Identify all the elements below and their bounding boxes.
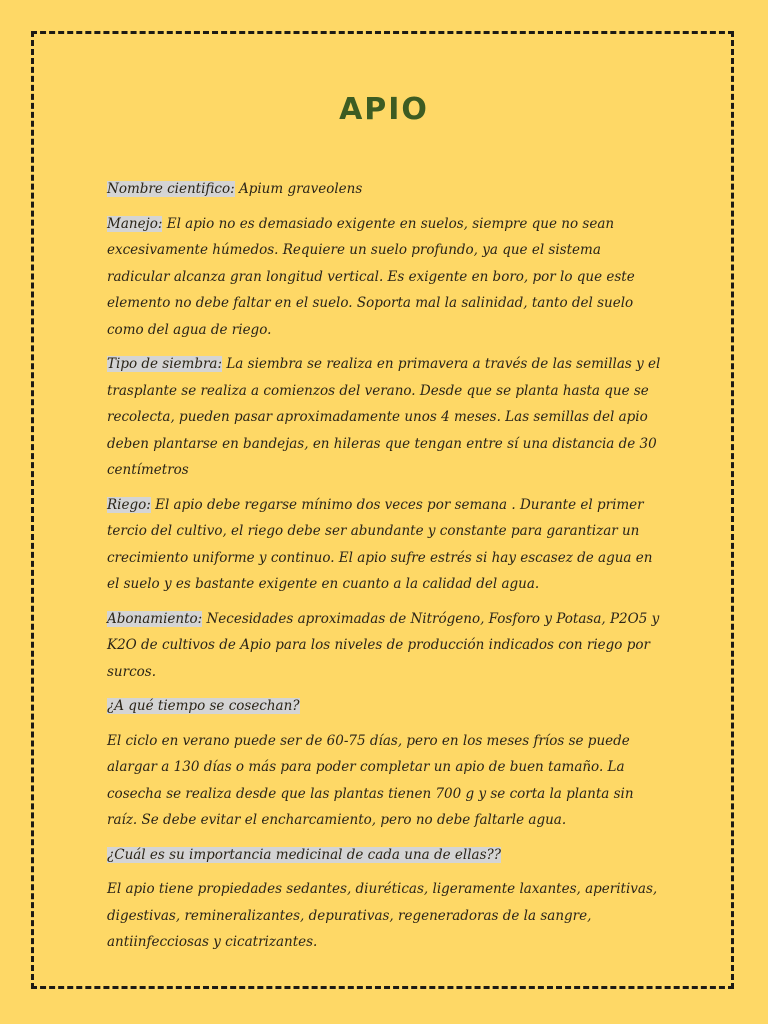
- text-manejo: El apio no es demasiado exigente en suelos, siempre que no sean excesivamente húmedos. Requiere un suelo profundo, ya que el sistema radicular alcanza gran longitud vertical. Es exigente en boro, por lo que este elemento no debe faltar en el suelo. Soporta mal la salinidad, tanto del suelo como del agua de riego.: [107, 215, 635, 338]
- text-scientific-name: Apium graveolens: [234, 181, 363, 197]
- document-body: [107, 176, 667, 964]
- page-title: APIO: [339, 92, 429, 127]
- question-medicinal-text: ¿Cuál es su importancia medicinal de cada una de ellas??: [107, 846, 501, 863]
- text-tipo-siembra: La siembra se realiza en primavera a través de las semillas y el trasplante se realiza a comienzos del verano. Desde que se planta hasta que se recolecta, pueden pasar aproximadamente unos 4 meses. Las semillas del apio deben plantarse en bandejas, en hileras que tengan entre sí una distancia de 30 centímetros: [107, 356, 661, 478]
- paragraph-riego: [107, 492, 667, 598]
- answer-medicinal: El apio tiene propiedades sedantes, diuréticas, ligeramente laxantes, aperitivas, digestivas, remineralizantes, depurativas, regeneradoras de la sangre, antiinfecciosas y cicatrizantes.: [107, 881, 658, 950]
- paragraph-scientific-name: [107, 176, 667, 203]
- question-medicinal: [107, 842, 667, 869]
- label-abonamiento: Abonamiento:: [107, 610, 203, 627]
- paragraph-tipo-siembra: [107, 351, 667, 484]
- label-riego: Riego:: [107, 496, 151, 513]
- question-cosecha: [107, 693, 667, 720]
- question-cosecha-text: ¿A qué tiempo se cosechan?: [107, 698, 300, 714]
- paragraph-manejo: [107, 211, 667, 344]
- label-tipo-siembra: Tipo de siembra:: [107, 356, 223, 372]
- text-riego: El apio debe regarse mínimo dos veces por semana . Durante el primer tercio del cultivo, el riego debe ser abundante y constante para garantizar un crecimiento uniforme y continuo. El apio sufre estrés si hay escasez de agua en el suelo y es bastante exigente en cuanto a la calidad del agua.: [107, 496, 653, 592]
- paragraph-abonamiento: [107, 606, 667, 686]
- text-abonamiento: Necesidades aproximadas de Nitrógeno, Fosforo y Potasa, P2O5 y K2O de cultivos de Apio para los niveles de producción indicados con riego por surcos.: [107, 610, 660, 680]
- label-manejo: Manejo:: [107, 215, 163, 232]
- answer-cosecha: El ciclo en verano puede ser de 60-75 días, pero en los meses fríos se puede alargar a 130 días o más para poder completar un apio de buen tamaño. La cosecha se realiza desde que las plantas tienen 700 g y se corta la planta sin raíz. Se debe evitar el encharcamiento, pero no debe faltarle agua.: [107, 732, 634, 828]
- label-scientific-name: Nombre cientifico:: [107, 181, 235, 197]
